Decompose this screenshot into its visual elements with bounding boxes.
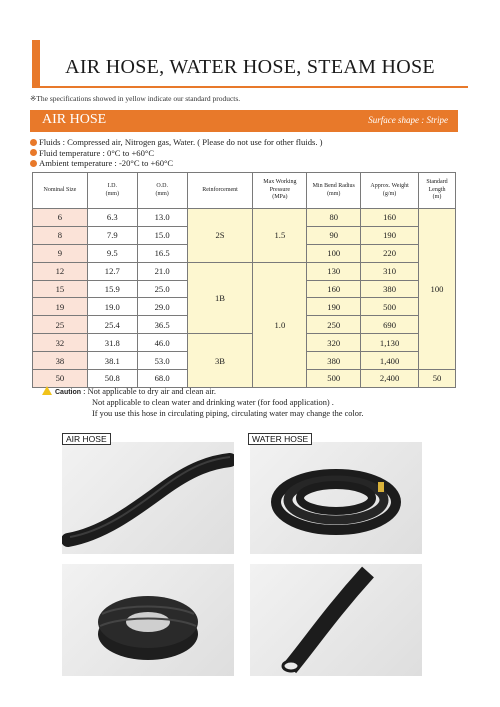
section-subtitle: Surface shape : Stripe bbox=[368, 115, 448, 125]
header-reinforcement: Reinforcement bbox=[187, 173, 253, 209]
length-50: 50 bbox=[419, 370, 456, 388]
table-row: 8 7.9 15.0 90 190 bbox=[33, 226, 456, 244]
section-title: AIR HOSE bbox=[42, 112, 107, 127]
title-rule bbox=[32, 86, 468, 88]
page-title: AIR HOSE, WATER HOSE, STEAM HOSE bbox=[65, 56, 435, 78]
table-header-row bbox=[33, 173, 456, 209]
header-weight: Approx. Weight (g/m) bbox=[361, 173, 419, 209]
water-hose-photo bbox=[250, 442, 422, 554]
table-row: 19 19.0 29.0 190 500 bbox=[33, 298, 456, 316]
spec-item: Fluid temperature : 0°C to +60°C bbox=[30, 148, 323, 159]
spec-list bbox=[30, 137, 323, 169]
air-hose-photo bbox=[62, 442, 234, 554]
standard-products-note: ※The specifications showed in yellow indicate our standard products. bbox=[30, 94, 241, 103]
header-od: O.D. (mm) bbox=[137, 173, 187, 209]
water-hose-closeup-photo bbox=[250, 564, 422, 676]
reinforcement-3b: 3B bbox=[187, 334, 253, 388]
reinforcement-1b: 1B bbox=[187, 262, 253, 334]
length-100: 100 bbox=[419, 209, 456, 370]
pressure-1-5: 1.5 bbox=[253, 209, 307, 263]
table-row: 15 15.9 25.0 160 380 bbox=[33, 280, 456, 298]
air-hose-label: AIR HOSE bbox=[62, 433, 111, 445]
table-row: 32 31.8 46.0 3B 320 1,130 bbox=[33, 334, 456, 352]
hose-reel-icon bbox=[62, 564, 234, 676]
reinforcement-2s: 2S bbox=[187, 209, 253, 263]
caution-block: Caution : Not applicable to dry air and clean air. Not applicable to clean water and drinking water (for food application) . If you use this hose in circulating piping, circulating water may change the color. bbox=[42, 386, 363, 419]
spec-item: Ambient temperature : -20°C to +60°C bbox=[30, 158, 323, 169]
section-header-bar bbox=[30, 110, 458, 132]
table-row: 9 9.5 16.5 100 220 bbox=[33, 244, 456, 262]
air-hose-coil-photo bbox=[62, 564, 234, 676]
table-row: 6 6.3 13.0 2S 1.5 80 160 100 bbox=[33, 209, 456, 227]
pressure-1-0: 1.0 bbox=[253, 262, 307, 387]
warning-triangle-icon bbox=[42, 386, 52, 395]
air-hose-icon bbox=[62, 442, 234, 554]
caution-label: Caution bbox=[55, 389, 82, 396]
table-row: 12 12.7 21.0 1B 1.0 130 310 bbox=[33, 262, 456, 280]
spec-table bbox=[32, 172, 456, 388]
header-standard-length: Standard Length (m) bbox=[419, 173, 456, 209]
coiled-hose-icon bbox=[250, 442, 422, 554]
bullet-dot-icon bbox=[30, 149, 37, 156]
header-max-pressure: Max Working Pressure (MPa) bbox=[253, 173, 307, 209]
water-hose-label: WATER HOSE bbox=[248, 433, 312, 445]
spec-item: Fluids : Compressed air, Nitrogen gas, Water. ( Please do not use for other fluids. ) bbox=[30, 137, 323, 148]
header-min-bend-radius: Min Bend Radius (mm) bbox=[307, 173, 361, 209]
table-row: 25 25.4 36.5 250 690 bbox=[33, 316, 456, 334]
hose-closeup-icon bbox=[250, 564, 422, 676]
table-row: 50 50.8 68.0 500 2,400 50 bbox=[33, 370, 456, 388]
header-nominal-size: Nominal Size bbox=[33, 173, 88, 209]
bullet-dot-icon bbox=[30, 160, 37, 167]
table-row: 38 38.1 53.0 380 1,400 bbox=[33, 352, 456, 370]
header-id: I.D. (mm) bbox=[87, 173, 137, 209]
title-accent-bar bbox=[32, 40, 40, 86]
bullet-dot-icon bbox=[30, 139, 37, 146]
